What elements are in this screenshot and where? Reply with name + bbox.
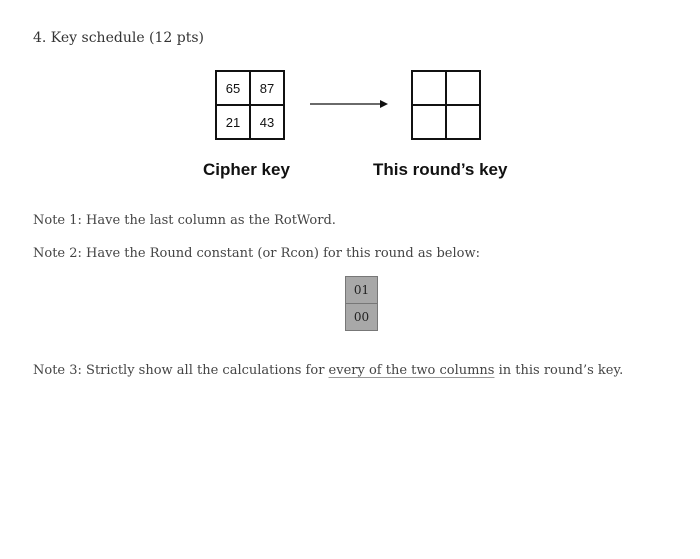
note-2: Note 2: Have the Round constant (or Rcon) for this round as below: (33, 246, 480, 261)
round-key-cell (446, 71, 480, 105)
rcon-value: 01 (346, 277, 377, 303)
question-heading: 4. Key schedule (12 pts) (33, 30, 205, 46)
round-key-cell (412, 105, 446, 139)
rcon-value: 00 (346, 303, 377, 330)
cipher-key-cell: 87 (250, 71, 284, 105)
round-key-cell (412, 71, 446, 105)
cipher-key-caption: Cipher key (203, 160, 290, 179)
cipher-key-cell: 43 (250, 105, 284, 139)
note-3-suffix: in this round’s key. (494, 363, 624, 378)
round-key-matrix (411, 70, 481, 140)
round-key-cell (446, 105, 480, 139)
cipher-key-matrix (215, 70, 285, 140)
cipher-key-cell: 65 (216, 71, 250, 105)
arrow-right-icon (308, 98, 390, 110)
rcon-column (345, 276, 378, 331)
note-3-prefix: Note 3: Strictly show all the calculations for (33, 363, 329, 378)
cipher-key-cell: 21 (216, 105, 250, 139)
note-3 (33, 363, 623, 378)
note-1: Note 1: Have the last column as the RotWord. (33, 213, 336, 228)
note-3-underlined: every of the two columns (328, 363, 495, 378)
round-key-caption: This round’s key (373, 160, 508, 179)
